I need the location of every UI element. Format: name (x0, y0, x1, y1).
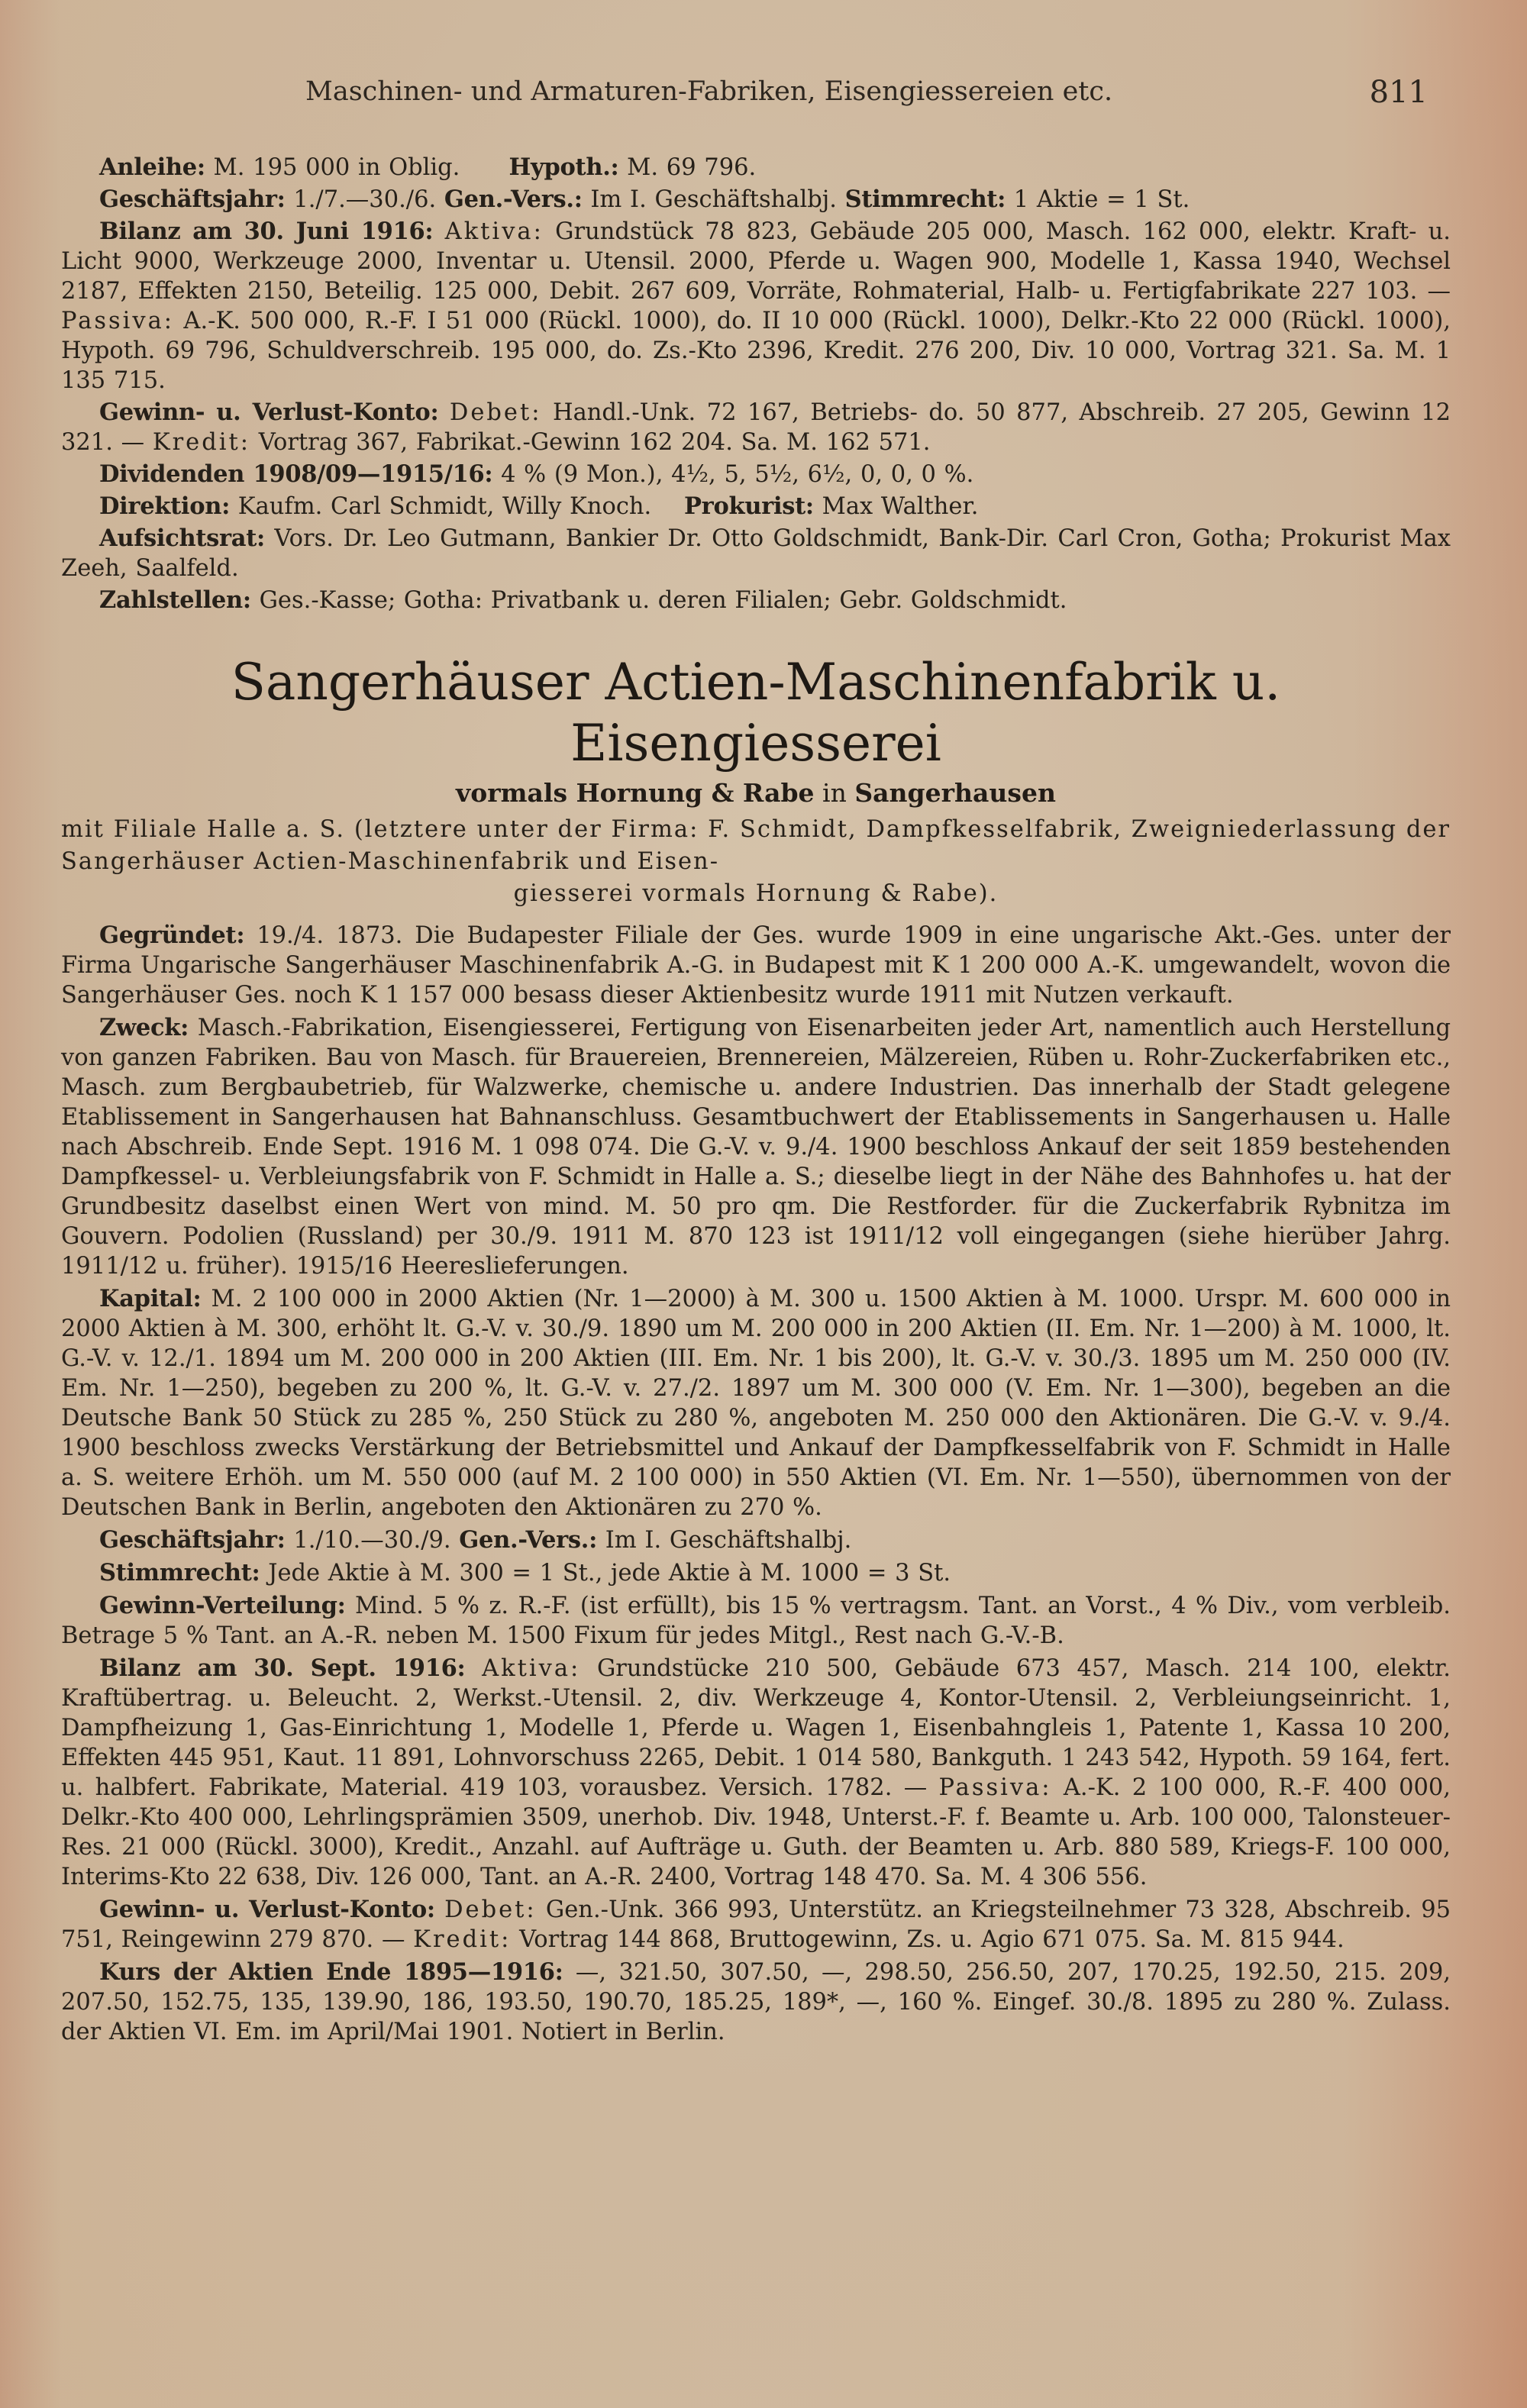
kapital-text: M. 2 100 000 in 2000 Aktien (Nr. 1—2000) à M. 300 u. 1500 Aktien à M. 1000. Urspr. M. 600 000 in 2000 Aktien à M. 300, erhöht lt. G.-V. v. 30./9. 1890 um M. 200 000 in 200 Aktien (II. Em. Nr. 1—200) à M. 1000, lt. G.-V. v. 12./1. 1894 um M. 200 000 in 200 Aktien (III. Em. Nr. 1 bis 200), lt. G.-V. v. 30./3. 1895 um M. 250 000 (IV. Em. Nr. 1—250), begeben zu 200 %, lt. G.-V. v. 27./2. 1897 um M. 300 000 (V. Em. Nr. 1—300), begeben an die Deutsche Bank 50 Stück zu 285 %, 250 Stück zu 280 %, angeboten M. 250 000 den Aktionären. Die G.-V. v. 9./4. 1900 beschloss zwecks Verstärkung der Betriebsmittel und Ankauf der Dampfkesselfabrik von F. Schmidt in Halle a. S. weitere Erhöh. um M. 550 000 (auf M. 2 100 000) in 550 Aktien (VI. Em. Nr. 1—550), übernommen von der Deutschen Bank in Berlin, angeboten den Aktionären zu 270 %. (61, 1286, 1451, 1521)
guv-label: Gewinn- u. Verlust-Konto: (99, 1896, 435, 1923)
gewinnverteilung-label: Gewinn-Verteilung: (99, 1592, 346, 1619)
gewinnverteilung-paragraph (61, 1591, 1451, 1651)
gegruendet-label: Gegründet: (99, 922, 245, 949)
gegruendet-paragraph (61, 921, 1451, 1010)
passiva-label: Passiva: (938, 1774, 1052, 1801)
debet-label: Debet: (449, 399, 542, 426)
direktion-text: Kaufm. Carl Schmidt, Willy Knoch. (230, 493, 660, 520)
genvers-label: Gen.-Vers.: (459, 1526, 598, 1554)
direktion-label: Direktion: (99, 492, 231, 520)
geschaeftsjahr-text: 1./10.—30./9. (285, 1527, 460, 1554)
stimmrecht-label: Stimmrecht: (99, 1559, 260, 1587)
gegruendet-text: 19./4. 1873. Die Budapester Filiale der Ges. wurde 1909 in eine ungarische Akt.-Ges. unter der Firma Ungarische Sangerhäuser Maschinenfabrik A.-G. in Budapest mit K 1 200 000 A.-K. umgewandelt, wovon die Sangerhäuser Ges. noch K 1 157 000 besass dieser Aktienbesitz wurde 1911 mit Nutzen verkauft. (61, 922, 1451, 1009)
genvers-text: Im I. Geschäftshalbj. (582, 186, 845, 213)
description-text: mit Filiale Halle a. S. (letztere unter der Firma: F. Schmidt, Dampfkesselfabrik, Zweigniederlassung der Sangerhäuser Actien-Maschinenfabrik und Eisen- (61, 816, 1451, 875)
geschaeftsjahr-text: 1./7.—30./6. (285, 186, 444, 213)
previous-entry-tail (61, 153, 1451, 615)
zahlstellen-paragraph (61, 586, 1451, 615)
kapital-paragraph (61, 1284, 1451, 1522)
company-entry-body (61, 921, 1451, 2047)
bilanz-paragraph (61, 217, 1451, 395)
kredit-label: Kredit: (413, 1926, 512, 1953)
kredit-label: Kredit: (152, 429, 251, 456)
guv-kredit-text: Vortrag 144 868, Bruttogewinn, Zs. u. Agio 671 075. Sa. M. 815 944. (511, 1926, 1345, 1953)
description-last-line: giesserei vormals Hornung & Rabe). (513, 880, 999, 907)
dividenden-text: 4 % (9 Mon.), 4½, 5, 5½, 6½, 0, 0, 0 %. (492, 461, 974, 488)
kurs-text: —, 321.50, 307.50, —, 298.50, 256.50, 207, 170.25, 192.50, 215. 209, 207.50, 152.75, 135, 139.90, 186, 193.50, 190.70, 185.25, 189*, —, 160 %. Eingef. 30./8. 1895 zu 280 %. Zulass. der Aktien VI. Em. im April/Mai 1901. Notiert in Berlin. (61, 1959, 1451, 2045)
stimmrecht-paragraph (61, 1558, 1451, 1588)
stimmrecht-text: Jede Aktie à M. 300 = 1 St., jede Aktie à M. 1000 = 3 St. (260, 1560, 951, 1587)
passiva-label: Passiva: (61, 308, 175, 334)
subtitle-in: in (814, 778, 855, 808)
page-number: 811 (1369, 75, 1428, 110)
zweck-paragraph (61, 1013, 1451, 1281)
prokurist-label: Prokurist: (684, 492, 814, 520)
aufsichtsrat-label: Aufsichtsrat: (99, 525, 266, 552)
company-title: Sangerhäuser Actien-Maschinenfabrik u. Eisengiesserei (231, 653, 1281, 773)
direktion-paragraph (61, 492, 1451, 521)
bilanz-passiva-text: A.-K. 2 100 000, R.-F. 400 000, Delkr.-Kto 400 000, Lehrlingsprämien 3509, unerhob. Div. 1948, Unterst.-F. f. Beamte u. Arb. 100 000, Talonsteuer-Res. 21 000 (Rückl. 3000), Kredit., Anzahl. auf Aufträge u. Guth. der Beamten u. Arb. 880 589, Kriegs-F. 100 000, Interims-Kto 22 638, Div. 126 000, Tant. an A.-R. 2400, Vortrag 148 470. Sa. M. 4 306 556. (61, 1774, 1451, 1890)
document-page (61, 0, 1451, 2047)
genvers-text: Im I. Geschäftshalbj. (597, 1527, 852, 1554)
aktiva-label: Aktiva: (482, 1655, 581, 1682)
running-header (84, 76, 1428, 122)
company-subtitle (61, 777, 1451, 809)
aufsichtsrat-paragraph (61, 524, 1451, 583)
geschaeftsjahr-paragraph (61, 185, 1451, 215)
debet-label: Debet: (444, 1896, 537, 1923)
genvers-label: Gen.-Vers.: (444, 186, 583, 213)
aktiva-label: Aktiva: (444, 218, 544, 245)
guv-debet-text: Handl.-Unk. 72 167, Betriebs- do. 50 877, Abschreib. 27 205, Gewinn 12 321. — (61, 399, 1451, 456)
guv-paragraph (61, 398, 1451, 457)
hypoth-text: M. 69 796. (618, 154, 757, 181)
aufsichtsrat-text: Vors. Dr. Leo Gutmann, Bankier Dr. Otto Goldschmidt, Bank-Dir. Carl Cron, Gotha; Prokurist Max Zeeh, Saalfeld. (61, 525, 1451, 582)
bilanz-aktiva-text: Grundstücke 210 500, Gebäude 673 457, Masch. 214 100, elektr. Kraftübertrag. u. Beleucht. 2, Werkst.-Utensil. 2, div. Werkzeuge 4, Kontor-Utensil. 2, Verbleiungseinricht. 1, Dampfheizung 1, Gas-Einrichtung 1, Modelle 1, Pferde u. Wagen 1, Eisenbahngleis 1, Patente 1, Kassa 10 200, Effekten 445 951, Kaut. 11 891, Lohnvorschuss 2265, Debit. 1 014 580, Bankguth. 1 243 542, Hypoth. 59 164, fert. u. halbfert. Fabrikate, Material. 419 103, vorausbez. Versich. 1782. — (61, 1655, 1451, 1801)
subtitle-city: Sangerhausen (854, 778, 1056, 808)
guv-paragraph (61, 1895, 1451, 1954)
bilanz-label: Bilanz am 30. Sept. 1916: (99, 1654, 466, 1682)
zahlstellen-label: Zahlstellen: (99, 586, 251, 614)
dividenden-label: Dividenden 1908/09—1915/16: (99, 460, 493, 488)
dividenden-paragraph (61, 460, 1451, 489)
anleihe-paragraph (61, 153, 1451, 182)
prokurist-text: Max Walther. (813, 493, 979, 520)
kurs-paragraph (61, 1958, 1451, 2047)
stimmrecht-label: Stimmrecht: (844, 186, 1006, 213)
guv-kredit-text: Vortrag 367, Fabrikat.-Gewinn 162 204. Sa. M. 162 571. (250, 429, 931, 456)
company-description (61, 814, 1451, 910)
zahlstellen-text: Ges.-Kasse; Gotha: Privatbank u. deren Filialen; Gebr. Goldschmidt. (250, 587, 1067, 614)
bilanz-paragraph (61, 1654, 1451, 1892)
geschaeftsjahr-paragraph (61, 1525, 1451, 1555)
anleihe-label: Anleihe: (99, 153, 205, 181)
anleihe-text: M. 195 000 in Oblig. (205, 154, 460, 181)
bilanz-passiva-text: A.-K. 500 000, R.-F. I 51 000 (Rückl. 1000), do. II 10 000 (Rückl. 1000), Delkr.-Kto 22 000 (Rückl. 1000), Hypoth. 69 796, Schuldverschreib. 195 000, do. Zs.-Kto 2396, Kredit. 276 200, Div. 10 000, Vortrag 321. Sa. M. 1 135 715. (61, 308, 1451, 394)
bilanz-aktiva-text: Grundstück 78 823, Gebäude 205 000, Masch. 162 000, elektr. Kraft- u. Licht 9000, Werkzeuge 2000, Inventar u. Utensil. 2000, Pferde u. Wagen 900, Modelle 1, Kassa 1940, Wechsel 2187, Effekten 2150, Beteilig. 125 000, Debit. 267 609, Vorräte, Rohmaterial, Halb- u. Fertigfabrikate 227 103. — (61, 218, 1451, 305)
running-title: Maschinen- und Armaturen-Fabriken, Eisengiessereien etc. (305, 76, 1113, 107)
guv-debet-text: Gen.-Unk. 366 993, Unterstütz. an Kriegsteilnehmer 73 328, Abschreib. 95 751, Reingewinn 279 870. — (61, 1896, 1451, 1953)
subtitle-former-name: vormals Hornung & Rabe (456, 778, 815, 808)
bilanz-label: Bilanz am 30. Juni 1916: (99, 218, 434, 245)
guv-label: Gewinn- u. Verlust-Konto: (99, 399, 439, 426)
geschaeftsjahr-label: Geschäftsjahr: (99, 1526, 286, 1554)
zweck-text: Masch.-Fabrikation, Eisengiesserei, Fertigung von Eisenarbeiten jeder Art, namentlich auch Herstellung von ganzen Fabriken. Bau von Masch. für Brauereien, Brennereien, Mälzereien, Rüben u. Rohr-Zuckerfabriken etc., Masch. zum Bergbaubetrieb, für Walzwerke, chemische u. andere Industrien. Das innerhalb der Stadt gelegene Etablissement in Sangerhausen hat Bahnanschluss. Gesamtbuchwert der Etablissements in Sangerhausen u. Halle nach Abschreib. Ende Sept. 1916 M. 1 098 074. Die G.-V. v. 9./4. 1900 beschloss Ankauf der seit 1859 bestehenden Dampfkessel- u. Verbleiungsfabrik von F. Schmidt in Halle a. S.; dieselbe liegt in der Nähe des Bahnhofes u. hat der Grundbesitz daselbst einen Wert von mind. M. 50 pro qm. Die Restforder. für die Zuckerfabrik Rybnitza im Gouvern. Podolien (Russland) per 30./9. 1911 M. 870 123 ist 1911/12 voll eingegangen (siehe hierüber Jahrg. 1911/12 u. früher). 1915/16 Heereslieferungen. (61, 1015, 1451, 1280)
kurs-label: Kurs der Aktien Ende 1895—1916: (99, 1958, 563, 1986)
stimmrecht-text: 1 Aktie = 1 St. (1006, 186, 1190, 213)
geschaeftsjahr-label: Geschäftsjahr: (99, 186, 286, 213)
hypoth-label: Hypoth.: (508, 153, 619, 181)
kapital-label: Kapital: (99, 1285, 202, 1312)
gewinnverteilung-text: Mind. 5 % z. R.-F. (ist erfüllt), bis 15 % vertragsm. Tant. an Vorst., 4 % Div., vom verbleib. Betrage 5 % Tant. an A.-R. neben M. 1500 Fixum für jedes Mitgl., Rest nach G.-V.-B. (61, 1593, 1451, 1649)
zweck-label: Zweck: (99, 1014, 189, 1041)
